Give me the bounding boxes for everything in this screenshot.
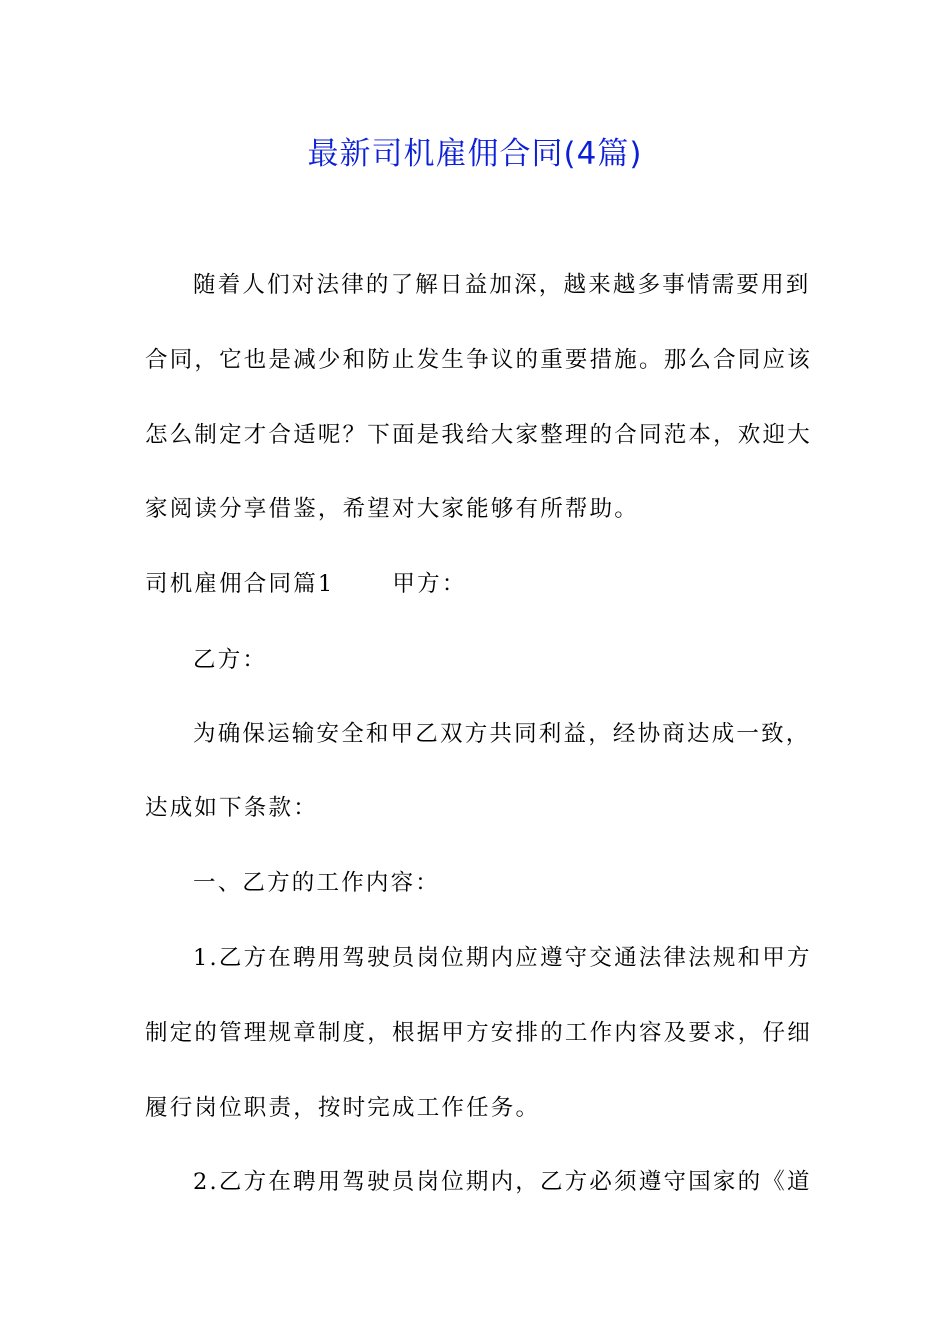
paragraph-line: 履行岗位职责，按时完成工作任务。 [145,1095,541,1121]
paragraph-line: 制定的管理规章制度，根据甲方安排的工作内容及要求，仔细 [145,1020,812,1046]
paragraph-line: 1.乙方在聘用驾驶员岗位期内应遵守交通法律法规和甲方 [193,945,812,971]
paragraph-line: 家阅读分享借鉴，希望对大家能够有所帮助。 [145,496,640,522]
party-a-label: 甲方： [392,571,467,597]
party-b-label: 乙方： [193,647,268,673]
paragraph-line: 合同，它也是减少和防止发生争议的重要措施。那么合同应该 [145,347,812,373]
section-heading-line [145,569,815,599]
document-title: 最新司机雇佣合同(4篇) [307,136,643,172]
paragraph-line: 2.乙方在聘用驾驶员岗位期内，乙方必须遵守国家的《道 [193,1169,812,1195]
clause-heading: 一、乙方的工作内容： [193,870,441,896]
paragraph-line: 随着人们对法律的了解日益加深，越来越多事情需要用到 [193,272,811,298]
paragraph-line: 为确保运输安全和甲乙双方共同利益，经协商达成一致， [193,721,811,747]
paragraph-line: 达成如下条款： [145,795,318,821]
section-heading: 司机雇佣合同篇1 [145,571,335,597]
paragraph-line: 怎么制定才合适呢？下面是我给大家整理的合同范本，欢迎大 [145,422,812,448]
